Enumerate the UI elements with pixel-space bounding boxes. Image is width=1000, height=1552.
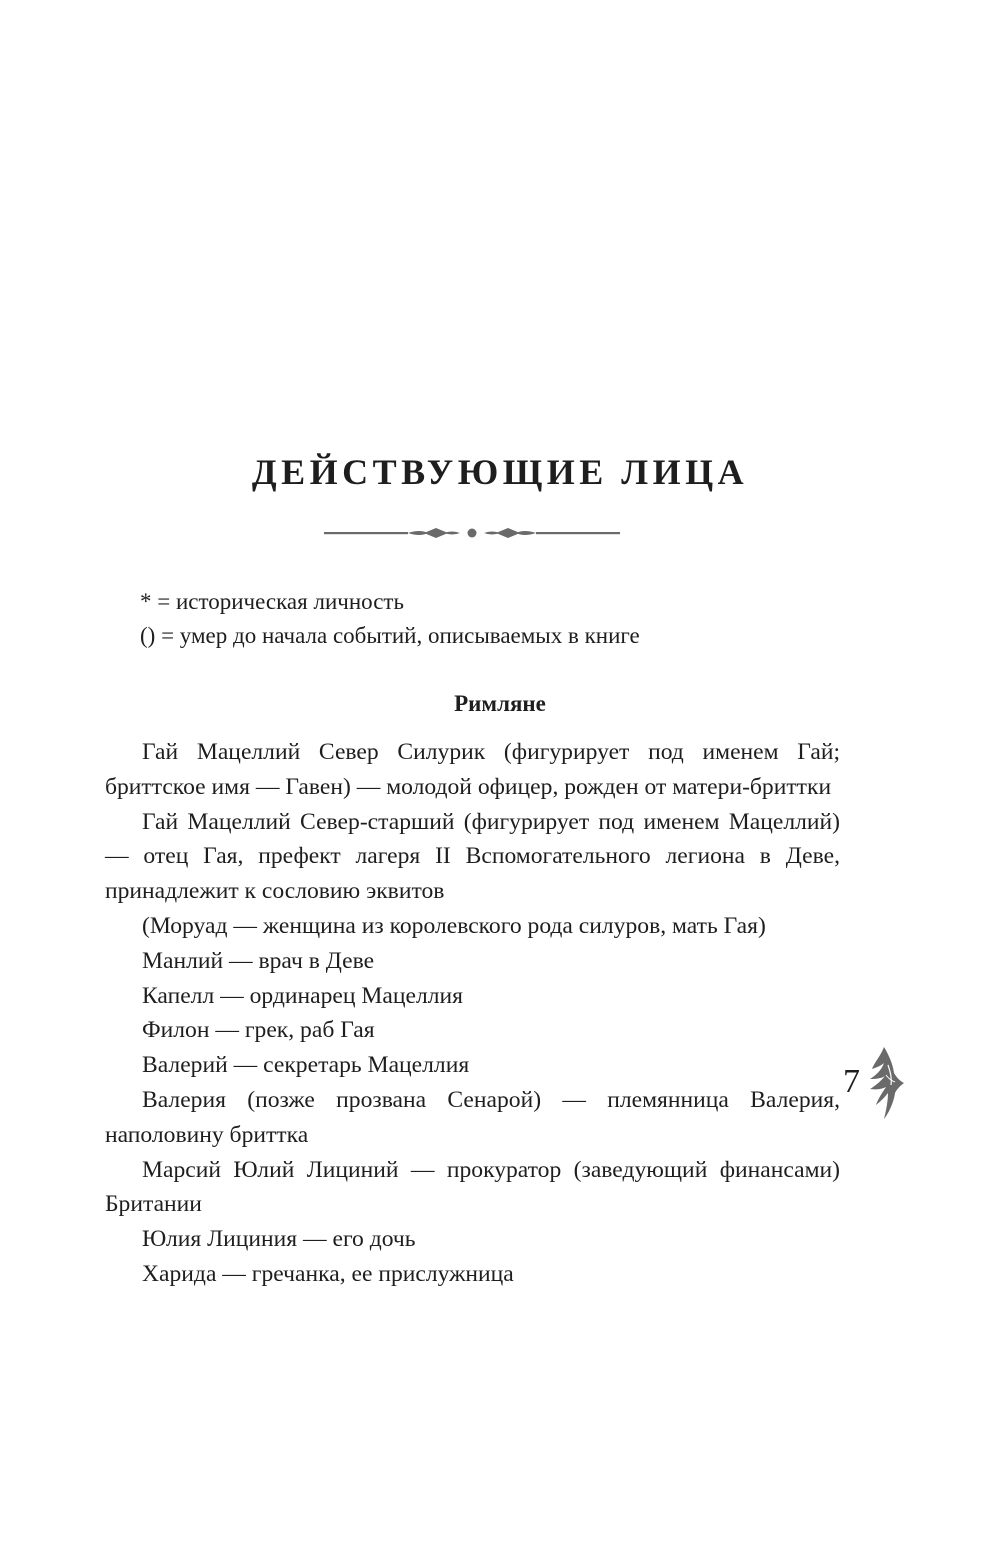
leaf-ornament-icon: [868, 1045, 908, 1121]
list-item: Валерия (позже прозвана Сенарой) — племянница Валерия, наполовину бриттка: [105, 1086, 840, 1148]
list-item: Юлия Лициния — его дочь: [142, 1226, 416, 1253]
list-item: Филон — грек, раб Гая: [142, 1017, 375, 1044]
character-list: [105, 735, 840, 1292]
list-item: Марсий Юлий Лициний — прокуратор (заведующий финансами) Британии: [105, 1156, 840, 1218]
list-item: Гай Мацеллий Север Силурик (фигурирует под именем Гай; бриттское имя — Гавен) — молодой офицер, рожден от матери-бриттки: [105, 739, 840, 800]
list-item: Манлий — врач в Деве: [142, 947, 375, 974]
list-item: Капелл — ординарец Мацеллия: [142, 982, 464, 1009]
page-title: ДЕЙСТВУЮЩИЕ ЛИЦА: [251, 452, 749, 492]
legend-deceased: () = умер до начала событий, описываемых в книге: [140, 623, 640, 648]
list-item: (Моруад — женщина из королевского рода силуров, мать Гая): [142, 912, 766, 939]
page-number: 7: [843, 1063, 860, 1100]
list-item: Харида — гречанка, ее прислужница: [142, 1260, 514, 1287]
divider-ornament-icon: [324, 522, 620, 544]
list-item: Валерий — секретарь Мацеллия: [142, 1052, 470, 1079]
section-heading: Римляне: [454, 691, 546, 716]
legend-historical: * = историческая личность: [140, 589, 404, 614]
list-item: Гай Мацеллий Север-старший (фигурирует под именем Мацеллий) — отец Гая, префект лагеря II Вспомогательного легиона в Деве, принадлежит к сословию эквитов: [105, 808, 840, 905]
